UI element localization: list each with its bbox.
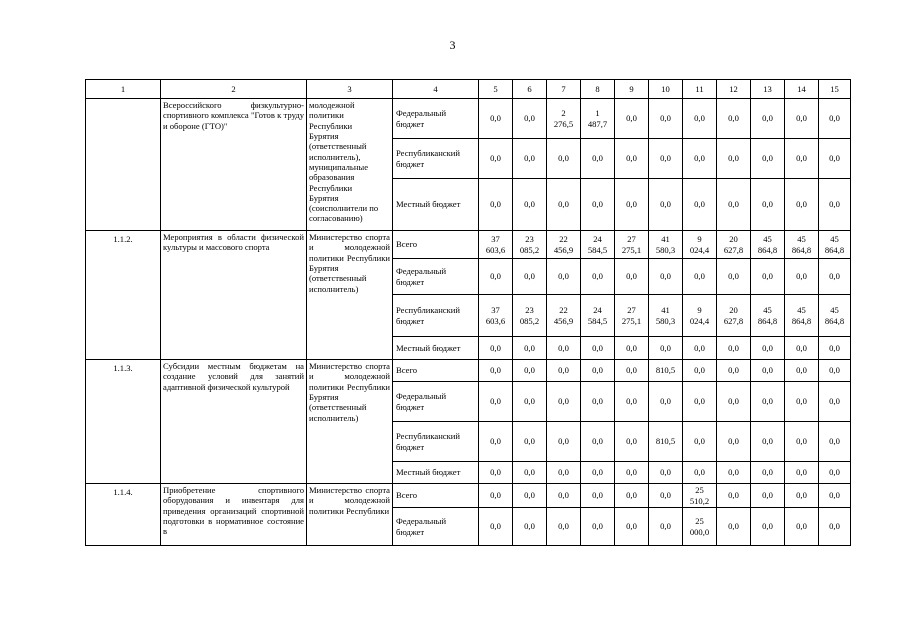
amount-cell: 23 085,2 [513,295,547,337]
amount-cell: 0,0 [547,508,581,546]
amount-cell: 0,0 [751,337,785,360]
funding-source-label: Местный бюджет [393,462,479,484]
amount-cell: 0,0 [479,508,513,546]
funding-source-label: Республиканский бюджет [393,422,479,462]
table-row [86,231,851,259]
amount-cell: 0,0 [649,259,683,295]
amount-cell: 0,0 [649,337,683,360]
budget-table [85,79,851,546]
amount-cell: 0,0 [717,508,751,546]
amount-cell: 0,0 [615,337,649,360]
amount-cell: 0,0 [683,337,717,360]
amount-cell: 0,0 [513,462,547,484]
amount-cell: 0,0 [479,484,513,508]
funding-source-label: Федеральный бюджет [393,508,479,546]
amount-cell: 0,0 [751,508,785,546]
amount-cell: 0,0 [717,139,751,179]
amount-cell: 0,0 [581,259,615,295]
amount-cell: 24 584,5 [581,295,615,337]
amount-cell: 0,0 [615,382,649,422]
amount-cell: 0,0 [751,462,785,484]
amount-cell: 0,0 [785,484,819,508]
amount-cell: 0,0 [547,462,581,484]
column-header-4: 4 [393,80,479,99]
amount-cell: 0,0 [785,179,819,231]
amount-cell: 0,0 [683,179,717,231]
amount-cell: 0,0 [751,99,785,139]
amount-cell: 0,0 [547,337,581,360]
amount-cell: 0,0 [615,462,649,484]
amount-cell: 0,0 [785,360,819,382]
item-executor: Министерство спорта и молодежной политики Республики Бурятия (ответственный исполнитель) [307,231,393,360]
amount-cell: 0,0 [683,259,717,295]
item-description: Мероприятия в области физической культуры и массового спорта [161,231,307,360]
amount-cell: 0,0 [513,508,547,546]
amount-cell: 45 864,8 [819,231,851,259]
amount-cell: 37 603,6 [479,295,513,337]
column-header-2: 2 [161,80,307,99]
amount-cell: 0,0 [717,259,751,295]
column-header-14: 14 [785,80,819,99]
amount-cell: 25 510,2 [683,484,717,508]
amount-cell: 0,0 [785,139,819,179]
amount-cell: 0,0 [479,360,513,382]
funding-source-label: Республиканский бюджет [393,295,479,337]
amount-cell: 0,0 [649,508,683,546]
amount-cell: 0,0 [581,360,615,382]
amount-cell: 0,0 [751,422,785,462]
amount-cell: 0,0 [615,508,649,546]
amount-cell: 0,0 [683,139,717,179]
amount-cell: 0,0 [683,99,717,139]
amount-cell: 45 864,8 [819,295,851,337]
column-header-7: 7 [547,80,581,99]
amount-cell: 2 276,5 [547,99,581,139]
amount-cell: 22 456,9 [547,295,581,337]
amount-cell: 0,0 [785,259,819,295]
amount-cell: 22 456,9 [547,231,581,259]
amount-cell: 0,0 [513,337,547,360]
amount-cell: 0,0 [479,259,513,295]
item-executor: Министерство спорта и молодежной политики Республики [307,484,393,546]
amount-cell: 0,0 [581,484,615,508]
amount-cell: 0,0 [649,99,683,139]
item-number [86,99,161,231]
amount-cell: 20 627,8 [717,295,751,337]
amount-cell: 0,0 [683,422,717,462]
amount-cell: 0,0 [513,422,547,462]
funding-source-label: Всего [393,231,479,259]
column-header-12: 12 [717,80,751,99]
amount-cell: 0,0 [581,382,615,422]
funding-source-label: Федеральный бюджет [393,99,479,139]
amount-cell: 0,0 [819,484,851,508]
amount-cell: 41 580,3 [649,295,683,337]
amount-cell: 0,0 [513,382,547,422]
item-description: Субсидии местным бюджетам на создание условий для занятий адаптивной физической культурой [161,360,307,484]
amount-cell: 0,0 [581,139,615,179]
amount-cell: 0,0 [615,179,649,231]
amount-cell: 0,0 [819,508,851,546]
amount-cell: 0,0 [717,462,751,484]
amount-cell: 0,0 [717,382,751,422]
amount-cell: 0,0 [785,99,819,139]
amount-cell: 0,0 [479,337,513,360]
item-number: 1.1.4. [86,484,161,546]
amount-cell: 0,0 [819,139,851,179]
amount-cell: 0,0 [683,360,717,382]
amount-cell: 0,0 [649,179,683,231]
column-header-8: 8 [581,80,615,99]
table-row [86,484,851,508]
amount-cell: 0,0 [819,360,851,382]
column-header-9: 9 [615,80,649,99]
funding-source-label: Местный бюджет [393,337,479,360]
amount-cell: 0,0 [751,179,785,231]
funding-source-label: Федеральный бюджет [393,382,479,422]
header-row [86,80,851,99]
funding-source-label: Местный бюджет [393,179,479,231]
amount-cell: 0,0 [581,508,615,546]
amount-cell: 0,0 [479,179,513,231]
amount-cell: 0,0 [785,462,819,484]
amount-cell: 0,0 [615,484,649,508]
amount-cell: 0,0 [717,99,751,139]
column-header-10: 10 [649,80,683,99]
amount-cell: 25 000,0 [683,508,717,546]
amount-cell: 0,0 [581,337,615,360]
table-body [86,80,851,546]
amount-cell: 0,0 [479,139,513,179]
amount-cell: 41 580,3 [649,231,683,259]
item-description: Всероссийского физкультурно-спортивного комплекса "Готов к труду и обороне (ГТО)" [161,99,307,231]
amount-cell: 0,0 [513,179,547,231]
amount-cell: 24 584,5 [581,231,615,259]
column-header-6: 6 [513,80,547,99]
amount-cell: 0,0 [819,382,851,422]
amount-cell: 45 864,8 [751,231,785,259]
column-header-3: 3 [307,80,393,99]
amount-cell: 0,0 [649,484,683,508]
amount-cell: 0,0 [513,139,547,179]
amount-cell: 0,0 [649,462,683,484]
amount-cell: 0,0 [615,259,649,295]
amount-cell: 0,0 [581,179,615,231]
amount-cell: 45 864,8 [785,295,819,337]
column-header-11: 11 [683,80,717,99]
amount-cell: 810,5 [649,360,683,382]
amount-cell: 0,0 [819,462,851,484]
amount-cell: 0,0 [819,259,851,295]
funding-source-label: Всего [393,484,479,508]
amount-cell: 0,0 [717,484,751,508]
amount-cell: 0,0 [615,139,649,179]
amount-cell: 0,0 [717,337,751,360]
table-row [86,99,851,139]
amount-cell: 0,0 [547,422,581,462]
amount-cell: 0,0 [615,99,649,139]
amount-cell: 0,0 [513,99,547,139]
amount-cell: 0,0 [751,139,785,179]
amount-cell: 0,0 [547,179,581,231]
funding-source-label: Всего [393,360,479,382]
amount-cell: 0,0 [547,484,581,508]
page-number: 3 [449,38,456,52]
amount-cell: 1 487,7 [581,99,615,139]
amount-cell: 810,5 [649,422,683,462]
amount-cell: 0,0 [751,259,785,295]
item-executor: молодежной политики Республики Бурятия (ответственный исполнитель), муниципальные образования Республики Бурятия (соисполнители по согласованию) [307,99,393,231]
amount-cell: 0,0 [513,360,547,382]
amount-cell: 0,0 [581,462,615,484]
funding-source-label: Федеральный бюджет [393,259,479,295]
item-executor: Министерство спорта и молодежной политики Республики Бурятия (ответственный исполнитель) [307,360,393,484]
amount-cell: 0,0 [785,337,819,360]
amount-cell: 0,0 [479,99,513,139]
amount-cell: 0,0 [547,259,581,295]
amount-cell: 20 627,8 [717,231,751,259]
amount-cell: 27 275,1 [615,295,649,337]
column-header-5: 5 [479,80,513,99]
amount-cell: 0,0 [717,179,751,231]
item-number: 1.1.2. [86,231,161,360]
item-description: Приобретение спортивного оборудования и инвентаря для приведения организаций спортивной подготовки в нормативное состояние в [161,484,307,546]
amount-cell: 0,0 [547,360,581,382]
amount-cell: 0,0 [615,360,649,382]
amount-cell: 0,0 [683,462,717,484]
amount-cell: 0,0 [513,484,547,508]
amount-cell: 0,0 [785,382,819,422]
table-row [86,360,851,382]
item-number: 1.1.3. [86,360,161,484]
amount-cell: 0,0 [547,139,581,179]
amount-cell: 0,0 [479,422,513,462]
amount-cell: 0,0 [785,508,819,546]
amount-cell: 9 024,4 [683,295,717,337]
funding-source-label: Республиканский бюджет [393,139,479,179]
amount-cell: 0,0 [819,337,851,360]
column-header-1: 1 [86,80,161,99]
amount-cell: 0,0 [683,382,717,422]
amount-cell: 0,0 [649,139,683,179]
amount-cell: 0,0 [547,382,581,422]
amount-cell: 0,0 [717,360,751,382]
amount-cell: 0,0 [819,422,851,462]
amount-cell: 0,0 [581,422,615,462]
amount-cell: 0,0 [785,422,819,462]
amount-cell: 0,0 [513,259,547,295]
amount-cell: 0,0 [615,422,649,462]
amount-cell: 9 024,4 [683,231,717,259]
amount-cell: 45 864,8 [785,231,819,259]
amount-cell: 0,0 [717,422,751,462]
amount-cell: 37 603,6 [479,231,513,259]
amount-cell: 23 085,2 [513,231,547,259]
amount-cell: 0,0 [751,484,785,508]
amount-cell: 0,0 [819,179,851,231]
amount-cell: 0,0 [649,382,683,422]
amount-cell: 27 275,1 [615,231,649,259]
amount-cell: 0,0 [819,99,851,139]
amount-cell: 45 864,8 [751,295,785,337]
column-header-13: 13 [751,80,785,99]
amount-cell: 0,0 [479,382,513,422]
amount-cell: 0,0 [479,462,513,484]
amount-cell: 0,0 [751,382,785,422]
amount-cell: 0,0 [751,360,785,382]
column-header-15: 15 [819,80,851,99]
